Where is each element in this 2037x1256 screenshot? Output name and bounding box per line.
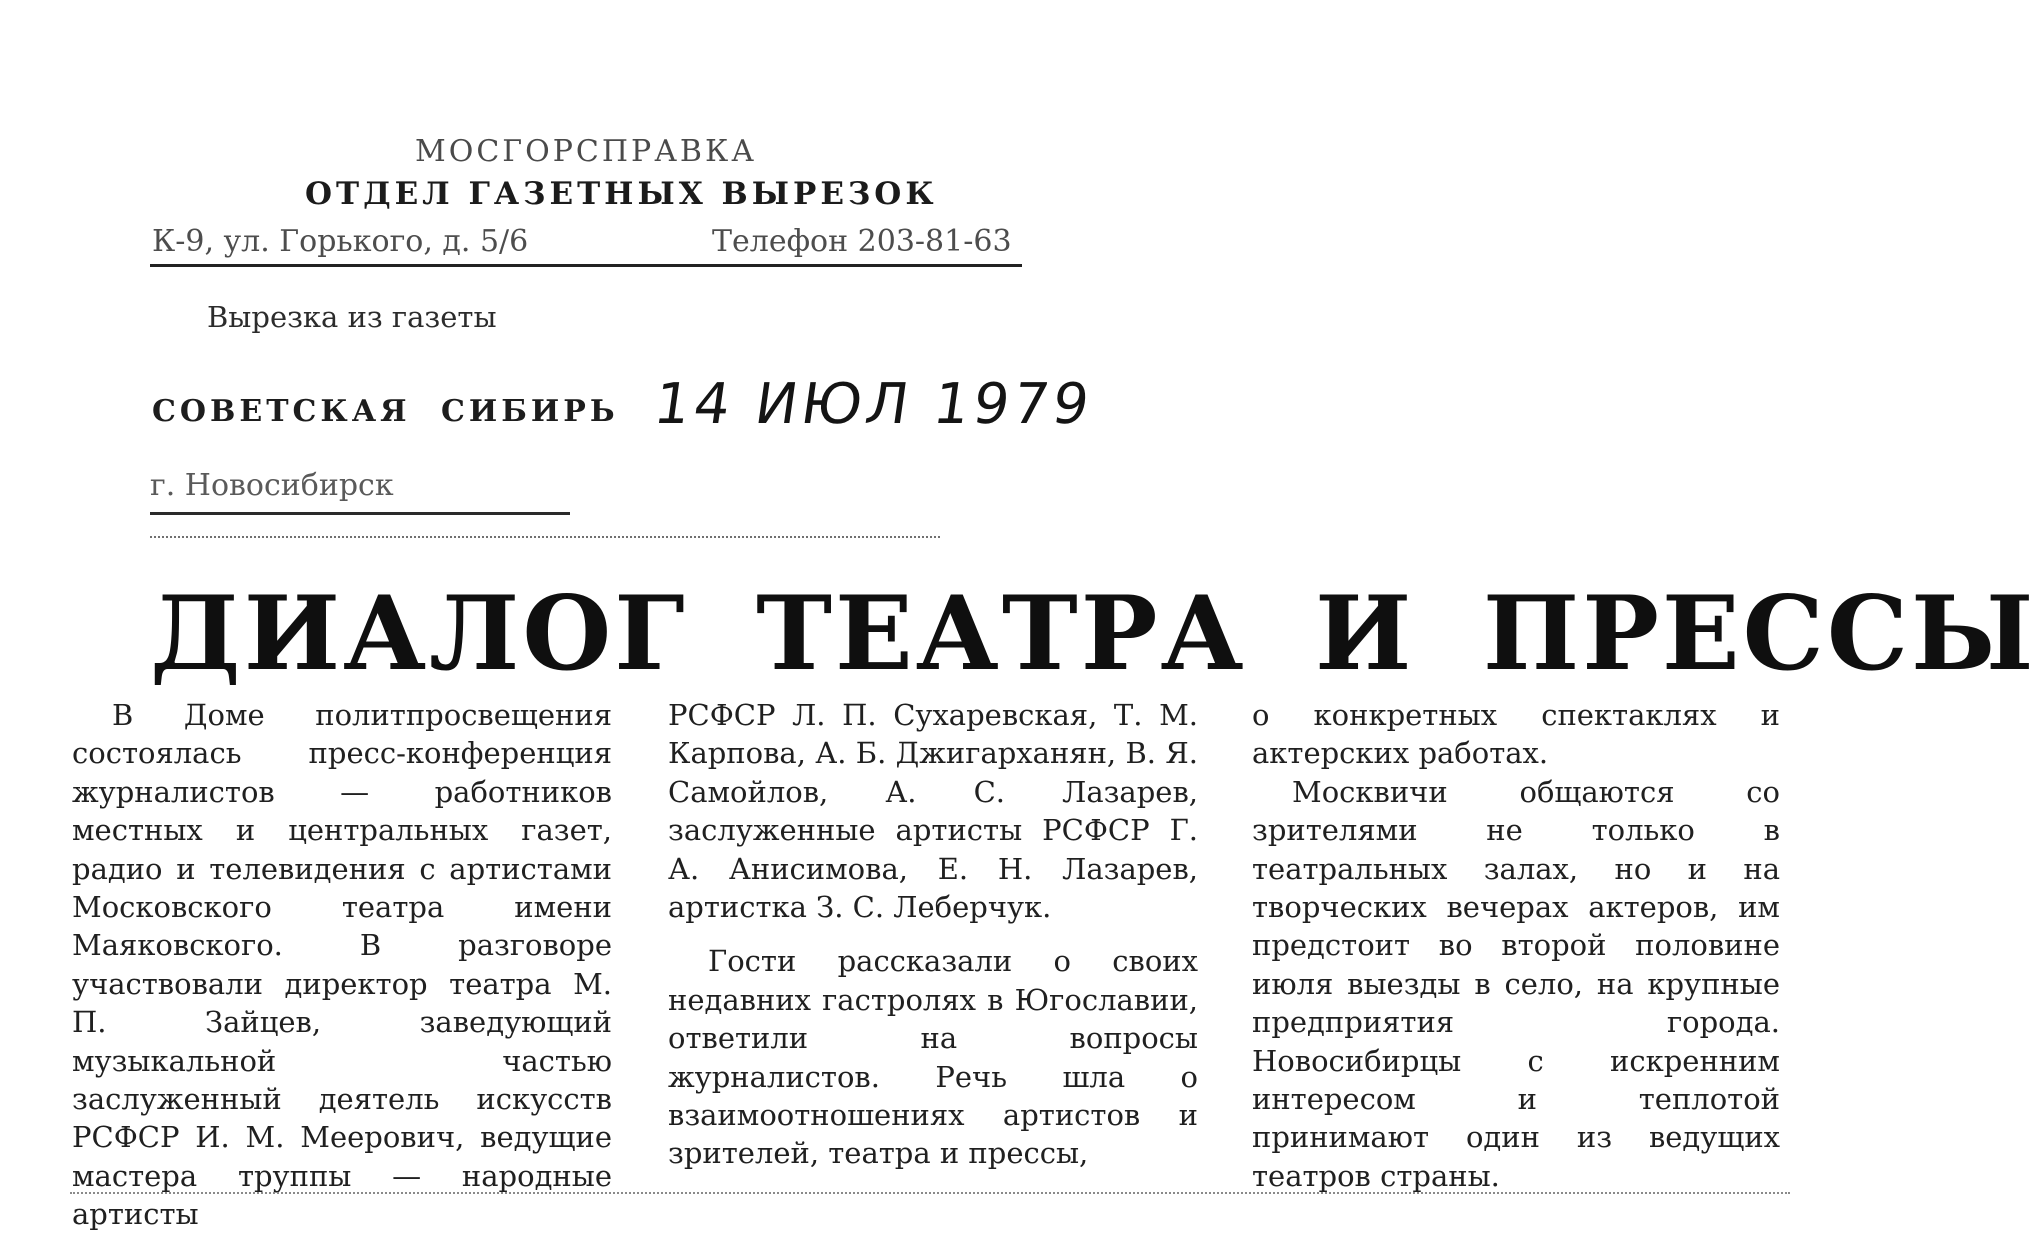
city-divider: [150, 512, 570, 515]
agency-address: К-9, ул. Горького, д. 5/6: [152, 224, 529, 259]
article-paragraph-2b: о конкретных спектаклях и актерских работах.: [1252, 698, 1780, 771]
date-stamp: 14 ИЮЛ 1979: [650, 372, 1097, 437]
article-paragraph-1b: РСФСР Л. П. Сухаревская, Т. М. Карпова, А. Б. Джигарханян, В. Я. Самойлов, А. С. Лазарев, заслуженные артисты РСФСР Г. А. Анисимова, Е. Н. Лазарев, артистка З. С. Леберчук.: [668, 698, 1198, 925]
article-column-2: [668, 696, 1198, 1173]
article-paragraph-2a: Гости рассказали о своих недавних гастролях в Югославии, ответили на вопросы журналистов. Речь шла о взаимоотношениях артистов и зрителей, театра и прессы,: [668, 944, 1198, 1171]
clipping-label: Вырезка из газеты: [207, 300, 497, 334]
dotted-divider: [150, 536, 940, 538]
header-divider: [150, 264, 1022, 267]
article-column-1: [72, 696, 612, 1234]
article-paragraph-3: Москвичи общаются со зрителями не только в театральных залах, но и на творческих вечерах актеров, им предстоит во второй половине июля выезды в село, на крупные предприятия города. Новосибирцы с искренним интересом и теплотой принимают один из ведущих театров страны.: [1252, 774, 1780, 1193]
department-name: ОТДЕЛ ГАЗЕТНЫХ ВЫРЕЗОК: [305, 176, 938, 212]
article-paragraph-1a: В Доме политпросвещения состоялась пресс-конференция журналистов — работников местных и центральных газет, радио и телевидения с артистами Московского театра имени Маяковского. В разговоре участвовали директор театра М. П. Зайцев, заведующий музыкальной частью заслуженный деятель искусств РСФСР И. М. Меерович, ведущие мастера труппы — народные артисты: [72, 698, 612, 1232]
newspaper-city: г. Новосибирск: [150, 468, 394, 503]
agency-phone: Телефон 203-81-63: [712, 224, 1012, 259]
bottom-divider: [70, 1192, 1790, 1194]
newspaper-name: СОВЕТСКАЯ СИБИРЬ: [152, 394, 619, 429]
article-headline: ДИАЛОГ ТЕАТРА И ПРЕССЫ: [150, 574, 2037, 694]
agency-name: МОСГОРСПРАВКА: [415, 134, 757, 169]
article-column-3: [1252, 696, 1780, 1195]
